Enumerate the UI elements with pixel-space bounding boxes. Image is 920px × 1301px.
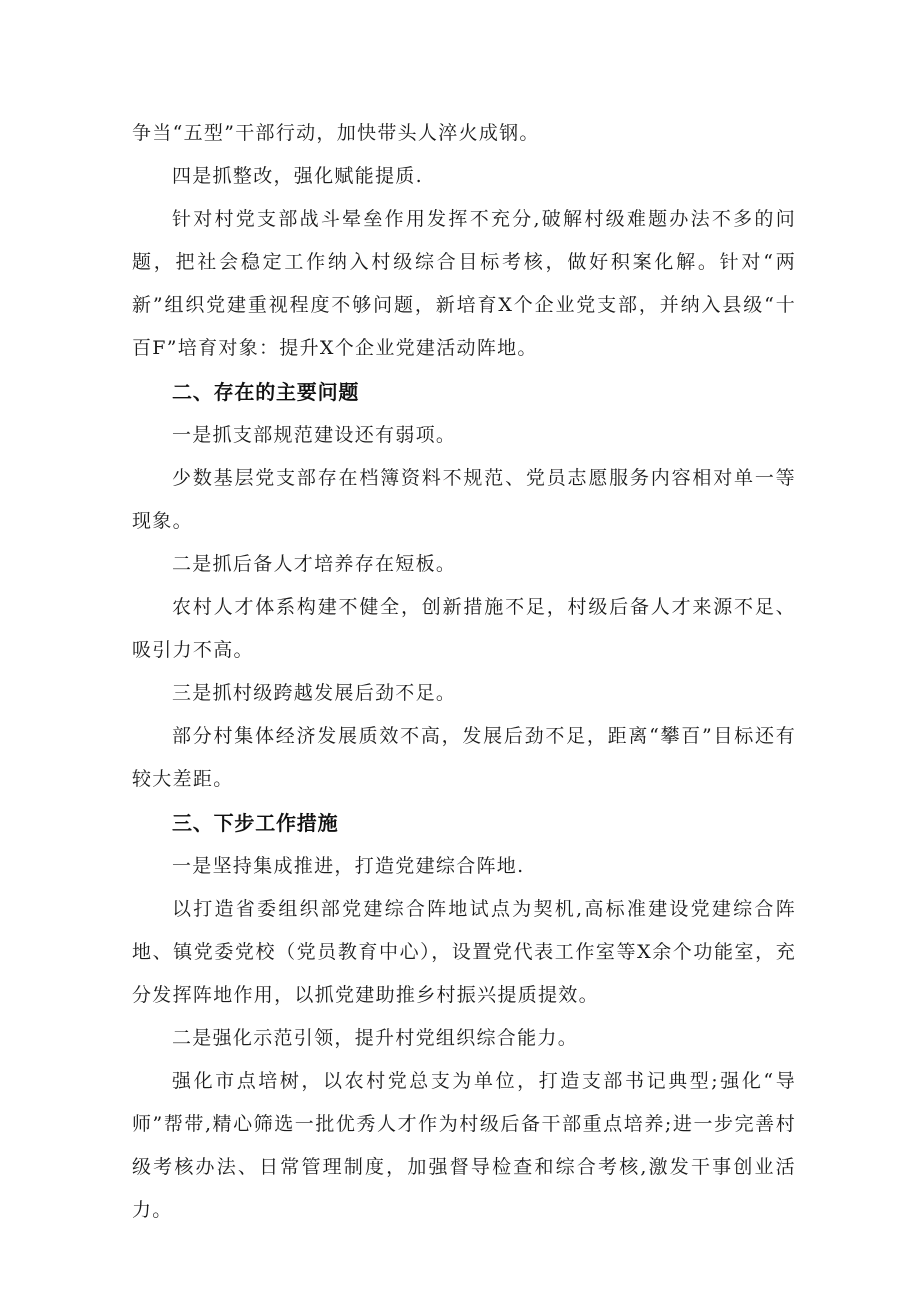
section-heading-3: 三、下步工作措施 <box>172 811 339 835</box>
section-heading-2: 二、存在的主要问题 <box>172 380 360 404</box>
document-body <box>132 112 796 1232</box>
paragraph-5: 一是抓支部规范建设还有弱项。 <box>172 424 457 446</box>
paragraph-14: 二是强化示范引领，提升村党组织综合能力。 <box>172 1027 579 1049</box>
paragraph-2: 四是抓整改，强化赋能提质. <box>172 165 423 187</box>
paragraph-6: 少数基层党支部存在档簿资料不规范、党员志愿服务内容相对单一等现象。 <box>132 467 796 532</box>
paragraph-10: 部分村集体经济发展质效不高，发展后劲不足，距离“攀百”目标还有较大差距。 <box>132 725 796 790</box>
paragraph-3: 针对村党支部战斗晕垒作用发挥不充分,破解村级难题办法不多的问题，把社会稳定工作纳入村级综合目标考核，做好积案化解。针对“两新”组织党建重视程度不够问题，新培育X个企业党支部，并纳入县级“十百F”培育对象：提升X个企业党建活动阵地。 <box>132 208 796 359</box>
paragraph-12: 一是坚持集成推进，打造党建综合阵地. <box>172 855 525 877</box>
paragraph-9: 三是抓村级跨越发展后劲不足。 <box>172 682 457 704</box>
paragraph-7: 二是抓后备人才培养存在短板。 <box>172 553 457 575</box>
paragraph-15: 强化市点培树，以农村党总支为单位，打造支部书记典型;强化“导师”帮带,精心筛选一批优秀人才作为村级后备干部重点培养;进一步完善村级考核办法、日常管理制度，加强督导检查和综合考核,激发干事创业活力。 <box>132 1070 796 1221</box>
paragraph-8: 农村人才体系构建不健全，创新措施不足，村级后备人才来源不足、吸引力不高。 <box>132 596 796 661</box>
paragraph-13: 以打造省委组织部党建综合阵地试点为契机,高标准建设党建综合阵地、镇党委党校（党员教育中心），设置党代表工作室等X余个功能室，充分发挥阵地作用，以抓党建助推乡村振兴提质提效。 <box>132 898 796 1006</box>
paragraph-1: 争当“五型”干部行动，加快带头人淬火成钢。 <box>132 122 540 144</box>
